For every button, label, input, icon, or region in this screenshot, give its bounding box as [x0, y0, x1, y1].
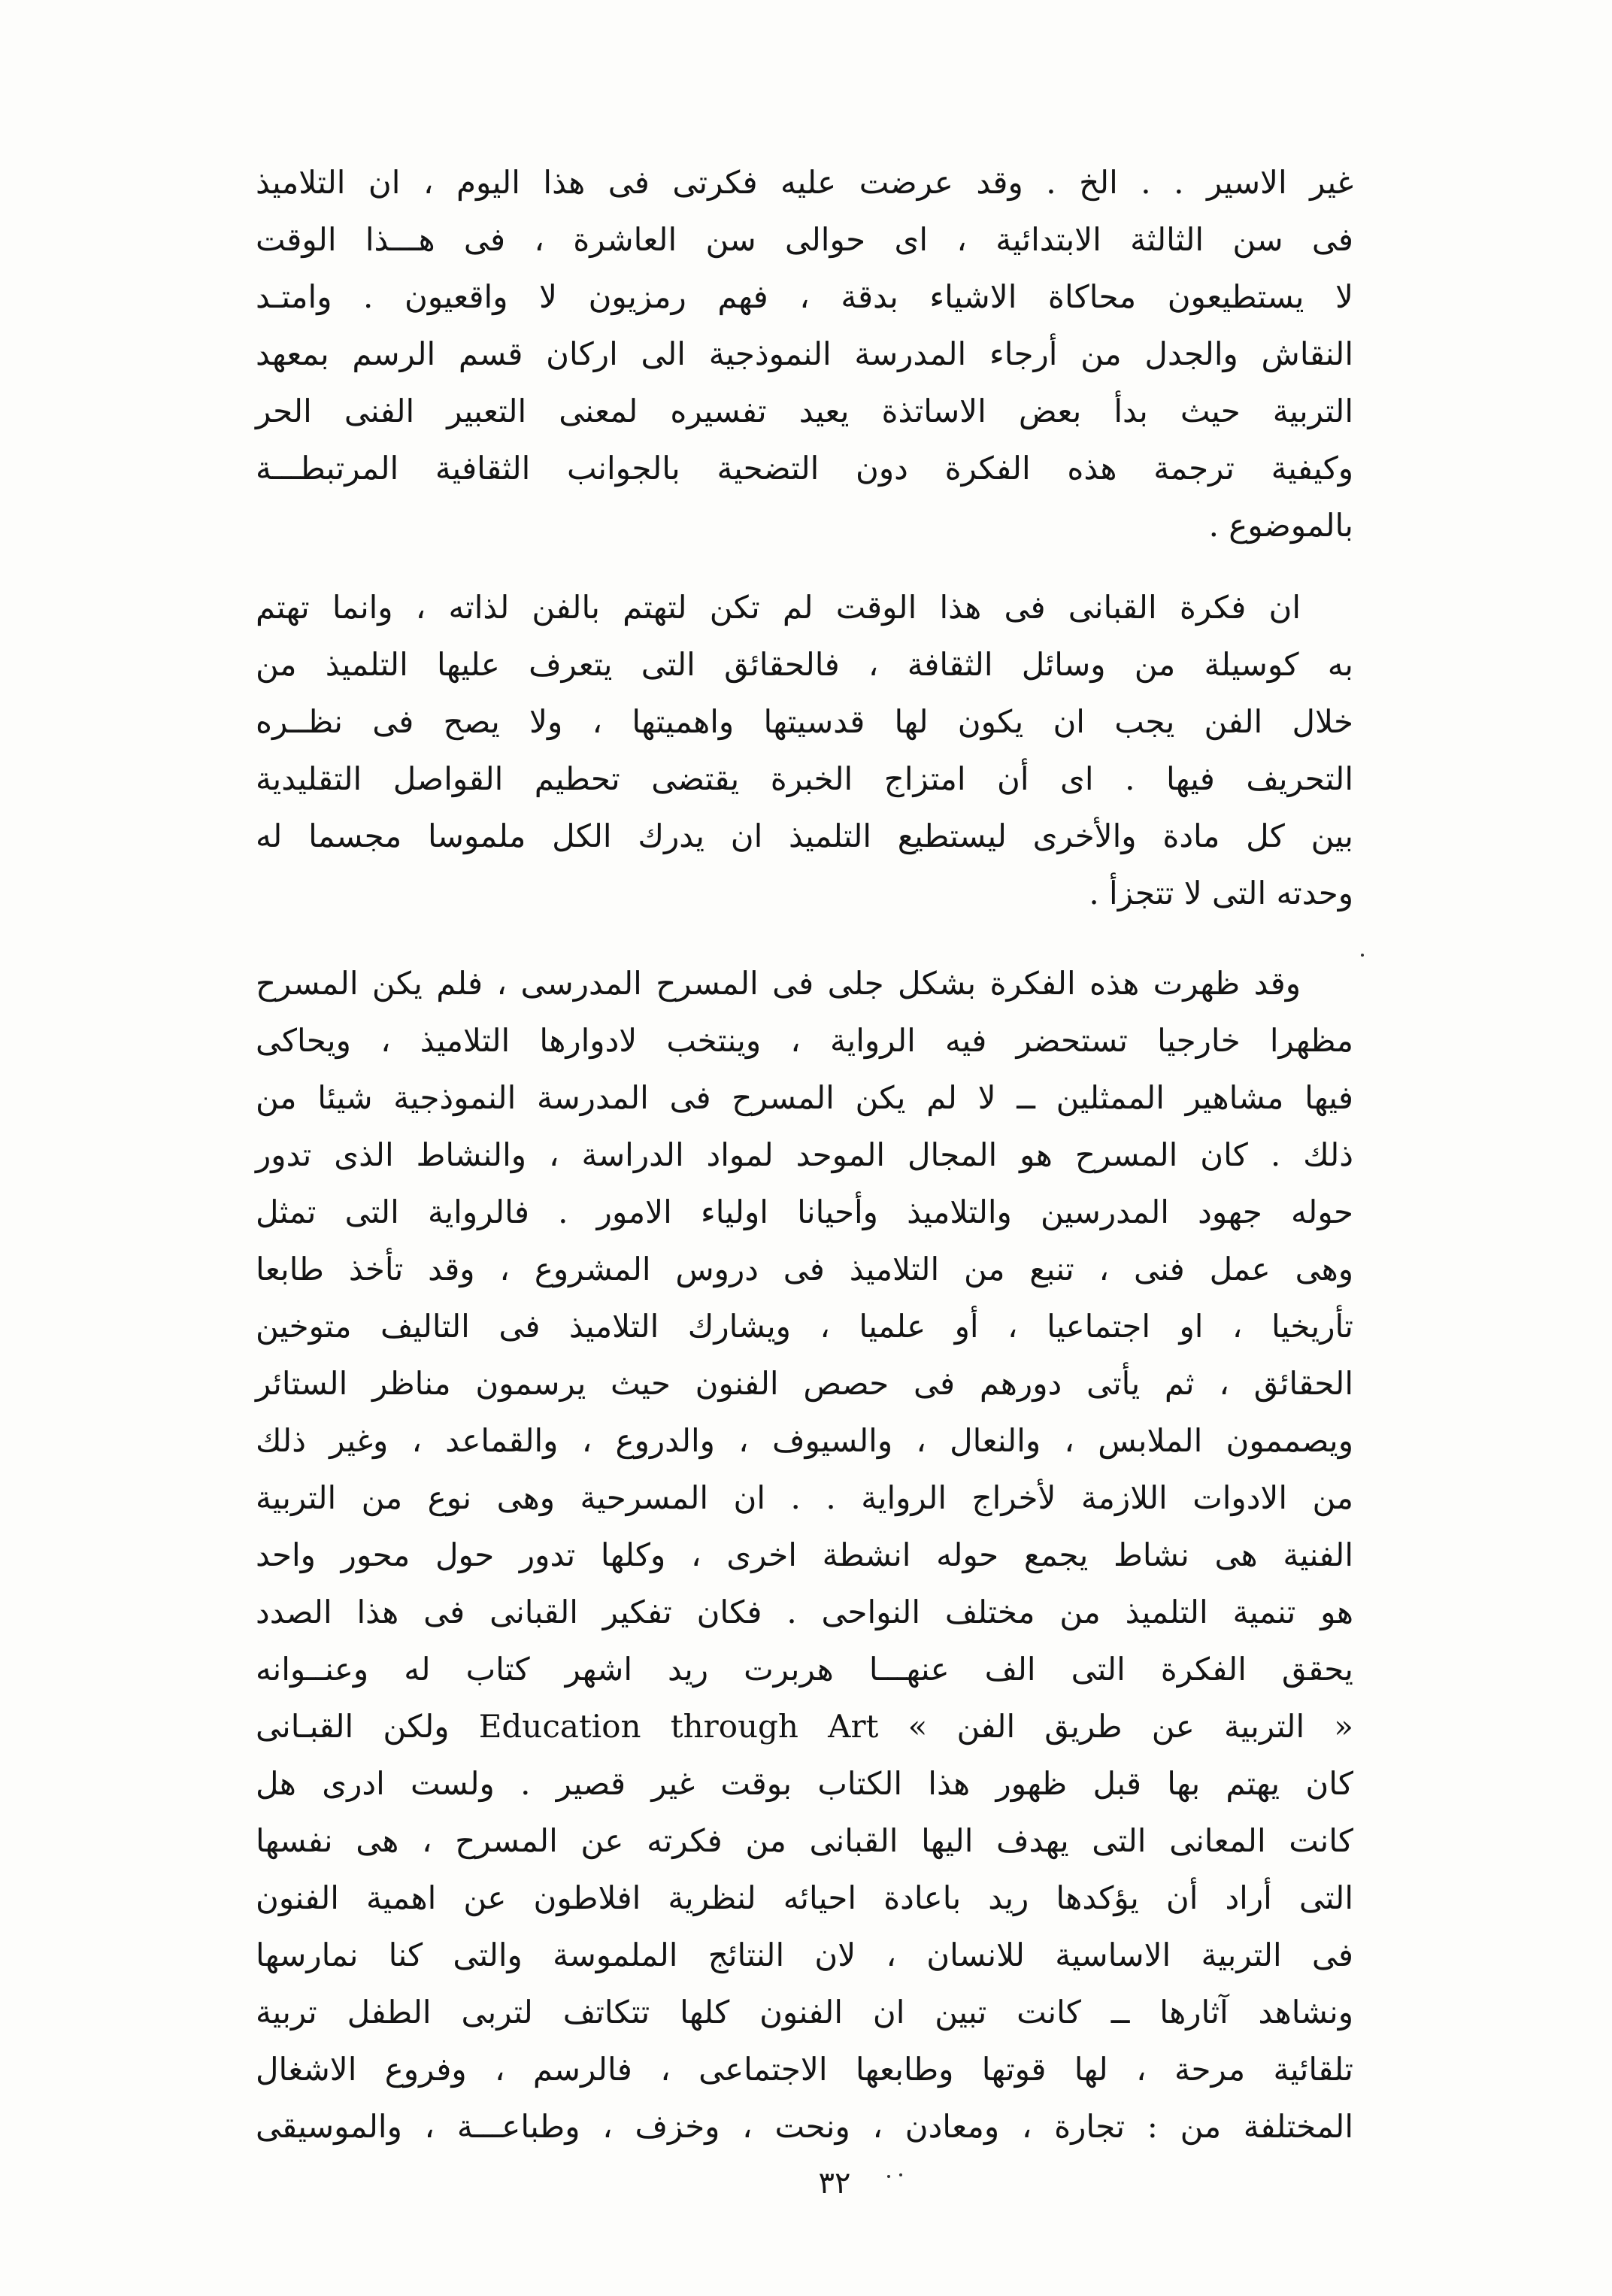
text-line: وقد ظهرت هذه الفكرة بشكل جلى فى المسرح المدرسى ، فلم يكن المسرح [256, 965, 1301, 1002]
text-line: وحدته التى لا تتجزأ . [1089, 875, 1353, 911]
paragraph-2 [256, 579, 1353, 922]
text-line: التربية حيث بدأ بعض الاساتذة يعيد تفسيره لمعنى التعبير الفنى الحر [256, 393, 1353, 429]
text-line: ذلك . كان المسرح هو المجال الموحد لمواد الدراسة ، والنشاط الذى تدور [256, 1136, 1353, 1173]
text-line: الحقائق ، ثم يأتى دورهم فى حصص الفنون حيث يرسمون مناظر الستائر [256, 1365, 1353, 1402]
text-line: تلقائية مرحة ، لها قوتها وطابعها الاجتماعى ، فالرسم ، وفروع الاشغال [256, 2051, 1353, 2088]
text-line: المختلفة من : تجارة ، ومعادن ، ونحت ، وخزف ، وطباعـــة ، والموسيقى [256, 2108, 1353, 2145]
text-line: كان يهتم بها قبل ظهور هذا الكتاب بوقت غير قصير . ولست ادرى هل [256, 1765, 1353, 1802]
text-line: مظهرا خارجيا تستحضر فيه الرواية ، وينتخب لادوارها التلاميذ ، ويحاكى [256, 1022, 1353, 1059]
text-line: بين كل مادة والأخرى ليستطيع التلميذ ان يدرك الكل ملموسا مجسما له [256, 817, 1353, 854]
text-line: ان فكرة القبانى فى هذا الوقت لم تكن لتهتم بالفن لذاته ، وانما تهتم [256, 589, 1301, 626]
text-line: كانت المعانى التى يهدف اليها القبانى من فكرته عن المسرح ، هى نفسها [256, 1822, 1353, 1859]
scan-speck [899, 2173, 902, 2176]
text-line: التحريف فيها . اى أن امتزاج الخبرة يقتضى تحطيم القواصل التقليدية [256, 760, 1353, 797]
text-line: تأريخيا ، او اجتماعيا ، أو علميا ، ويشارك التلاميذ فى التاليف متوخين [256, 1308, 1353, 1345]
text-line: حوله جهود المدرسين والتلاميذ وأحيانا اولياء الامور . فالرواية التى تمثل [256, 1193, 1353, 1230]
text-line: به كوسيلة من وسائل الثقافة ، فالحقائق التى يتعرف عليها التلميذ من [256, 646, 1353, 683]
text-line: وكيفية ترجمة هذه الفكرة دون التضحية بالجوانب الثقافية المرتبطـــة [256, 450, 1353, 487]
text-line: الفنية هى نشاط يجمع حوله انشطة اخرى ، وكلها تدور حول محور واحد [256, 1536, 1353, 1573]
text-line: من الادوات اللازمة لأخراج الرواية . . ان المسرحية وهى نوع من التربية [256, 1479, 1353, 1516]
page-number: ٣٢ [818, 2166, 851, 2200]
text-line: وهى عمل فنى ، تنبع من التلاميذ فى دروس المشروع ، وقد تأخذ طابعا [256, 1251, 1353, 1288]
text-line: النقاش والجدل من أرجاء المدرسة النموذجية الى اركان قسم الرسم بمعهد [256, 335, 1353, 372]
scan-speck [1361, 954, 1364, 957]
text-line: فيها مشاهير الممثلين ــ لا لم يكن المسرح فى المدرسة النموذجية شيئا من [256, 1079, 1353, 1116]
text-line: هو تنمية التلميذ من مختلف النواحى . فكان تفكير القبانى فى هذا الصدد [256, 1594, 1353, 1630]
text-line: ونشاهد آثارها ــ كانت تبين ان الفنون كلها تتكاتف لتربى الطفل تربية [256, 1994, 1353, 2031]
text-line: بالموضوع . [1208, 507, 1353, 544]
text-line: فى سن الثالثة الابتدائية ، اى حوالى سن العاشرة ، فى هـــذا الوقت [256, 221, 1353, 258]
scan-speck [887, 2175, 890, 2178]
text-line: لا يستطيعون محاكاة الاشياء بدقة ، فهم رمزيون لا واقعيون . وامتـد [256, 278, 1353, 315]
text-line: خلال الفن يجب ان يكون لها قدسيتها واهميتها ، ولا يصح فى نظــره [256, 703, 1353, 740]
text-line: يحقق الفكرة التى الف عنهـــا هربرت ريد اشهر كتاب له وعنــوانه [256, 1651, 1353, 1688]
text-line: « التربية عن طريق الفن » Education through Art ولكن القبـانى [256, 1708, 1353, 1745]
text-line: التى أراد أن يؤكدها ريد باعادة احيائه لنظرية افلاطون عن اهمية الفنون [256, 1879, 1353, 1916]
paragraph-3 [256, 955, 1353, 2155]
text-line: غير الاسير . . الخ . وقد عرضت عليه فكرتى فى هذا اليوم ، ان التلاميذ [256, 164, 1353, 201]
paragraph-1 [256, 154, 1353, 554]
text-line: ويصممون الملابس ، والنعال ، والسيوف ، والدروع ، والقماعد ، وغير ذلك [256, 1422, 1353, 1459]
text-line: فى التربية الاساسية للانسان ، لان النتائج الملموسة والتى كنا نمارسها [256, 1937, 1353, 1973]
